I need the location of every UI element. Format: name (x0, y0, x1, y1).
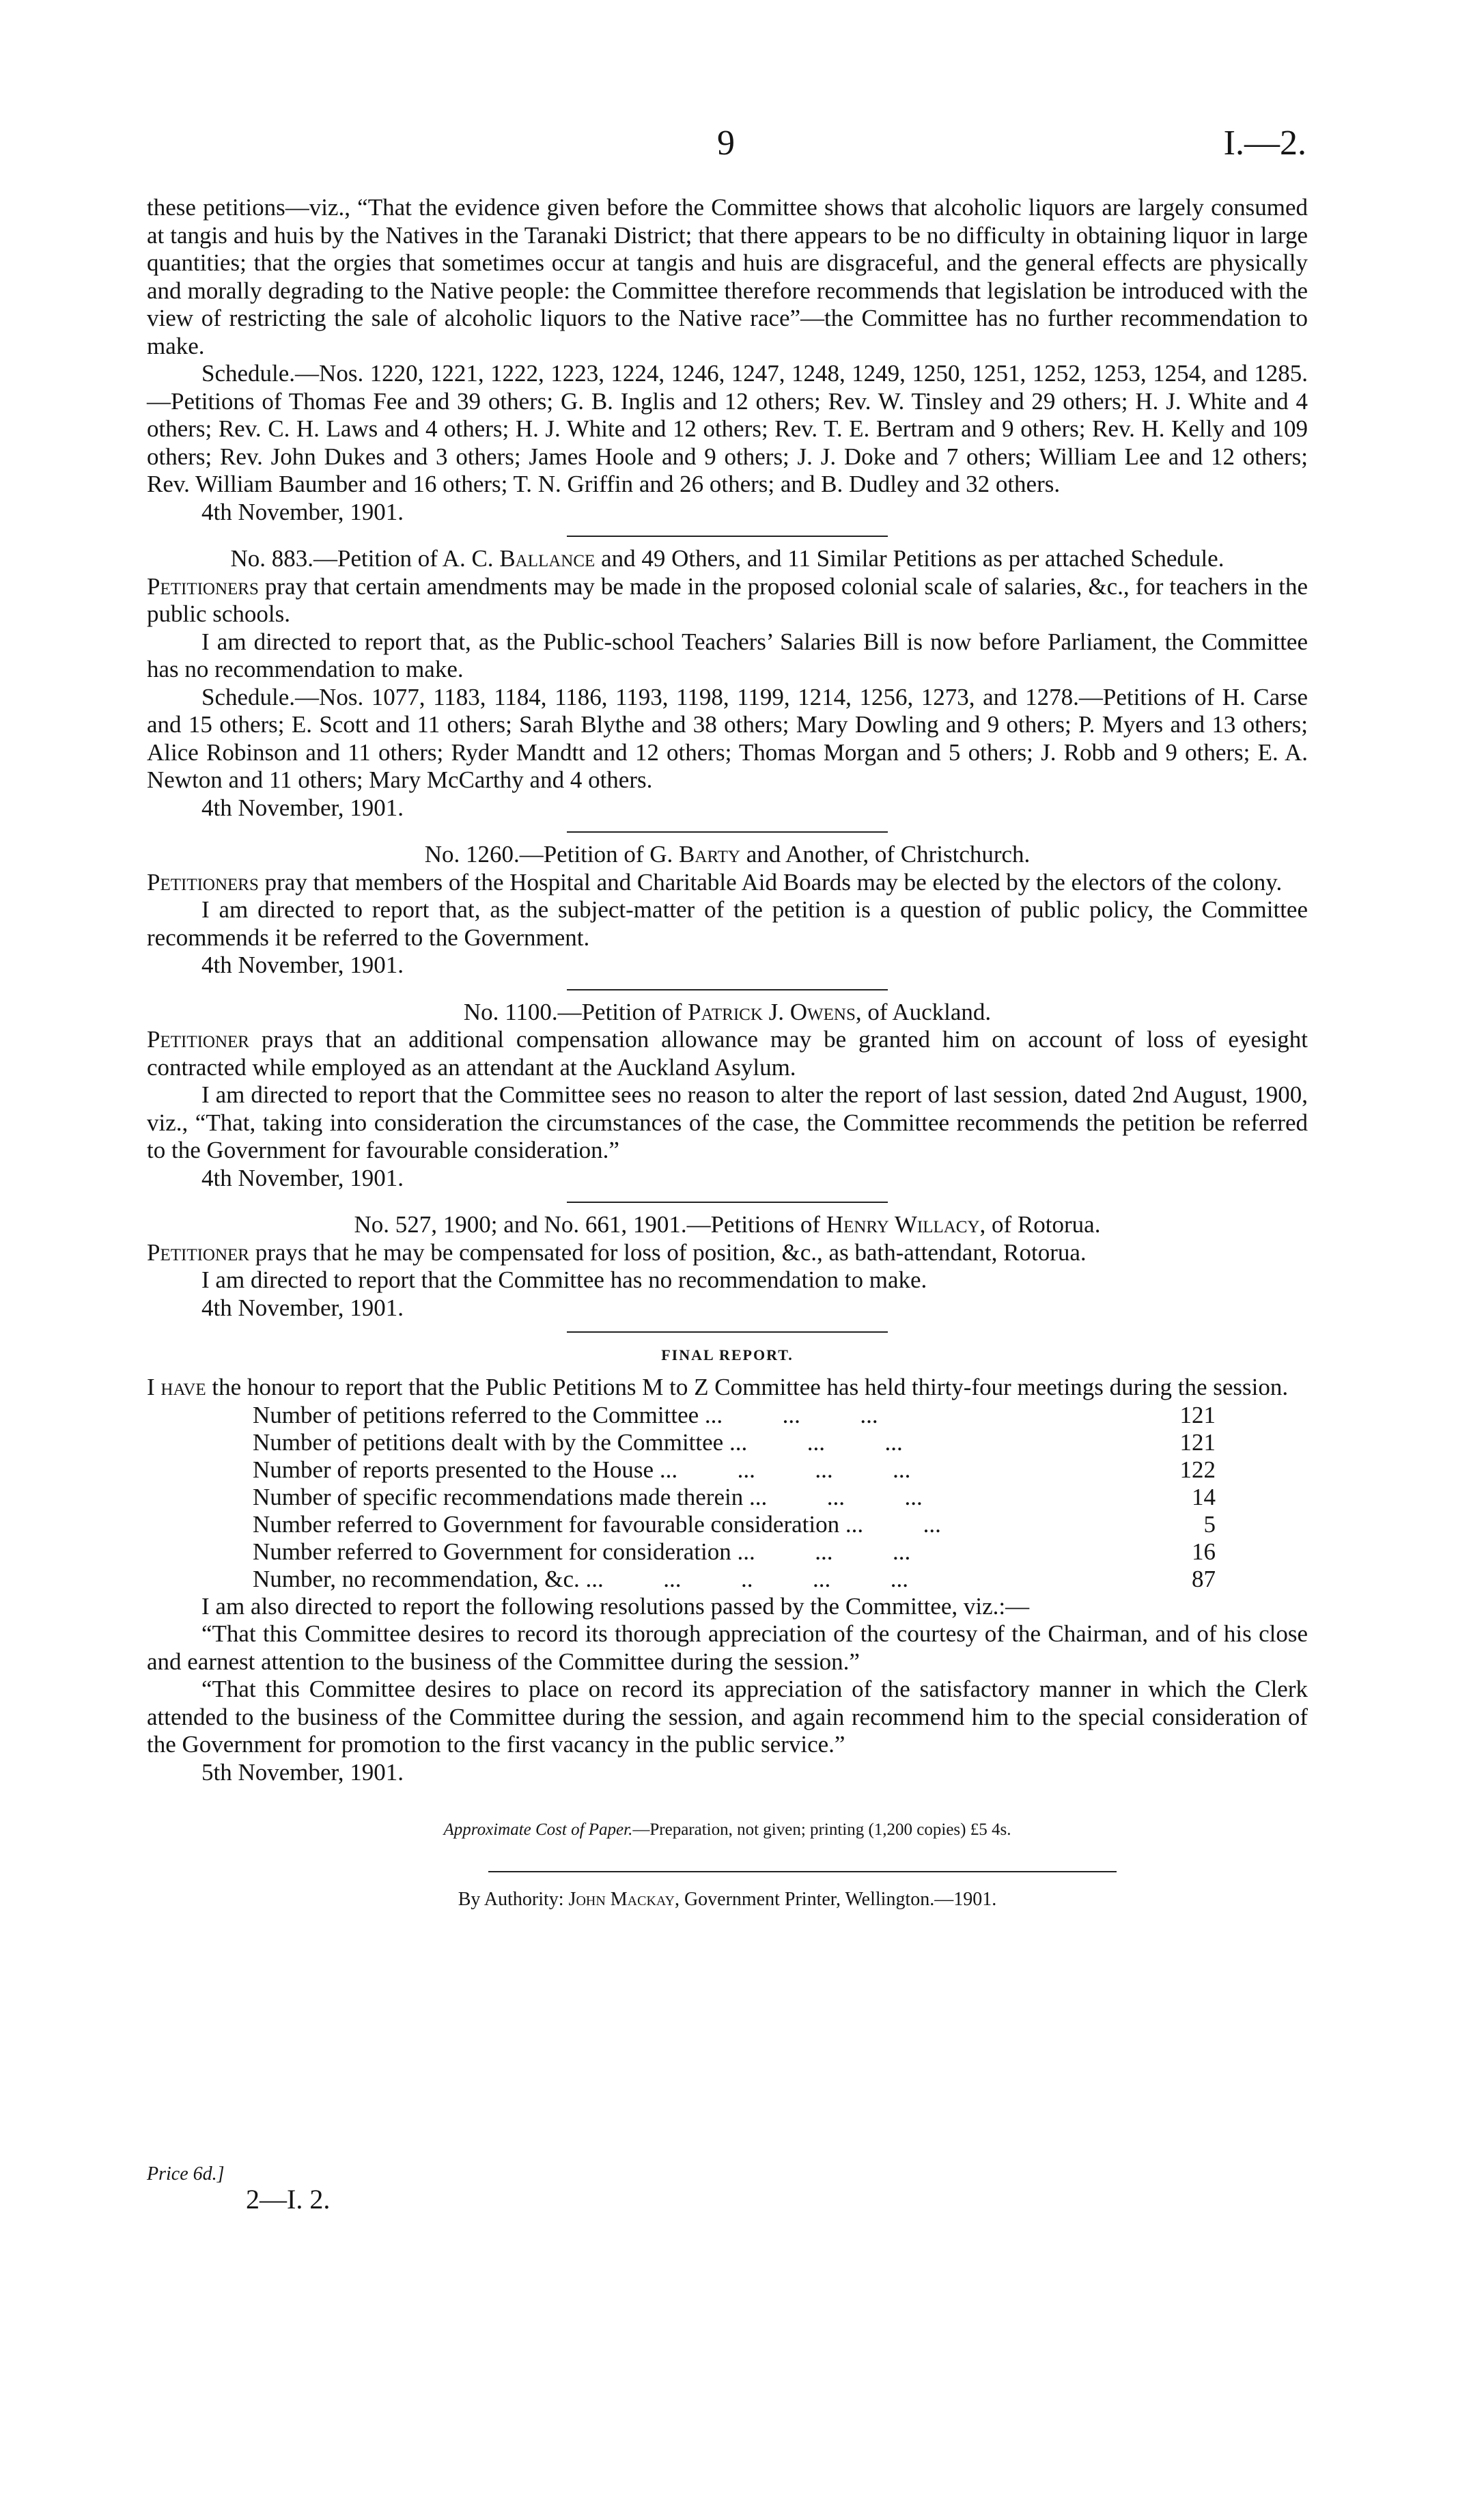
petitioner-name: Henry Willacy (826, 1211, 980, 1238)
divider (488, 1871, 1117, 1872)
stat-value: 5 (1203, 1510, 1216, 1538)
petition-date: 4th November, 1901. (201, 952, 404, 978)
table-row (253, 1402, 1216, 1429)
final-report-intro (147, 1374, 1308, 1402)
divider (567, 1202, 888, 1203)
stat-leader-dots: ... ... ... ... (659, 1456, 911, 1483)
petition-prayer (147, 1239, 1308, 1267)
cost-text: —Preparation, not given; printing (1,200 copies) £5 4s. (632, 1820, 1011, 1839)
petition-date: 4th November, 1901. (201, 1164, 404, 1191)
petition-title (147, 841, 1308, 869)
petitioner-name: Barty (679, 841, 740, 868)
petition-report: I am directed to report that, as the subject-matter of the petition is a question of public policy, the Committee recommends it be referred to the Government. (147, 896, 1308, 951)
stat-value: 121 (1179, 1401, 1216, 1428)
petition-527-661 (147, 1211, 1308, 1322)
petition-prayer (147, 869, 1308, 897)
stat-label: Number referred to Government for consideration (253, 1538, 731, 1565)
petition-report: I am directed to report that the Committee has no recommendation to make. (201, 1266, 927, 1293)
table-row (253, 1429, 1216, 1456)
petition-1100 (147, 999, 1308, 1193)
stat-leader-dots: ... ... ... (737, 1538, 911, 1565)
prayer-text: prays that an additional compensation allowance may be granted him on account of loss of eyesight contracted while employed as an attendant at the Auckland Asylum. (147, 1026, 1308, 1081)
divider (567, 536, 888, 537)
stat-label: Number of specific recommendations made therein (253, 1483, 744, 1510)
final-report-lead: I have (147, 1374, 206, 1400)
cost-label: Approximate Cost of Paper. (443, 1820, 633, 1839)
stat-value: 121 (1179, 1428, 1216, 1456)
stat-leader-dots: ... ... ... (704, 1401, 878, 1428)
divider (567, 1331, 888, 1333)
document-reference: I.—2. (1223, 124, 1306, 163)
petition-title (147, 1211, 1308, 1239)
prayer-lead: Petitioner (147, 1238, 249, 1266)
final-report-intro-text: the honour to report that the Public Petitions M to Z Committee has held thirty-four meetings during the session. (212, 1374, 1289, 1400)
petition-883 (147, 545, 1308, 822)
petition-prayer (147, 1026, 1308, 1081)
price-label: Price 6d.] (147, 2163, 225, 2185)
petition-title-suffix: and 49 Others, and 11 Similar Petitions as per attached Schedule. (601, 545, 1224, 572)
stat-label: Number, no recommendation, &c. (253, 1565, 580, 1592)
intro-paragraph: these petitions—viz., “That the evidence given before the Committee shows that alcoholic liquors are largely consumed at tangis and huis by the Natives in the Taranaki District; that there appears to be no difficulty in obtaining liquor in large quantities; that the orgies that sometimes occur at tangis and huis are disgraceful, and the general effects are physically and morally degrading to the Native people: the Committee therefore recommends that legislation be introduced with the view of restricting the sale of alcoholic liquors to the Native race”—the Committee has no further recommendation to make. (147, 194, 1308, 359)
petition-title-suffix: , of Auckland. (855, 998, 992, 1025)
stat-value: 16 (1192, 1538, 1216, 1565)
petition-1260 (147, 841, 1308, 980)
authority-prefix: By Authority: (458, 1889, 564, 1910)
stat-label: Number of reports presented to the House (253, 1456, 654, 1483)
petition-date: 4th November, 1901. (201, 794, 404, 821)
petition-title-suffix: , of Rotorua. (979, 1211, 1101, 1238)
resolutions-intro: I am also directed to report the following resolutions passed by the Committee, viz.:— (201, 1592, 1030, 1620)
table-row (253, 1511, 1216, 1538)
petitioner-name: Patrick J. Owens (688, 998, 856, 1025)
cost-of-paper (147, 1820, 1308, 1840)
table-row (253, 1538, 1216, 1566)
page-number: 9 (717, 124, 735, 163)
petition-prayer (147, 573, 1308, 628)
petition-date: 4th November, 1901. (201, 1294, 404, 1321)
divider (567, 831, 888, 833)
main-column (147, 194, 1308, 1911)
prayer-lead: Petitioners (147, 868, 259, 896)
prayer-text: prays that he may be compensated for loss of position, &c., as bath-attendant, Rotorua. (255, 1238, 1087, 1266)
stat-label: Number of petitions dealt with by the Committee (253, 1428, 724, 1456)
final-report-date: 5th November, 1901. (201, 1758, 404, 1786)
petition-title-prefix: No. 883.—Petition of A. C. (230, 545, 494, 572)
petition-title-prefix: No. 527, 1900; and No. 661, 1901.—Petitions of (354, 1211, 821, 1238)
intro-section (147, 194, 1308, 526)
petition-report: I am directed to report that, as the Public-school Teachers’ Salaries Bill is now before Parliament, the Committee has no recommendation to make. (147, 628, 1308, 682)
stat-leader-dots: ... ... .. ... ... (585, 1565, 908, 1592)
table-row (253, 1456, 1216, 1484)
intro-date: 4th November, 1901. (201, 498, 404, 525)
stat-label: Number of petitions referred to the Committee (253, 1401, 699, 1428)
petition-title-suffix: and Another, of Christchurch. (746, 841, 1031, 868)
petitioner-name: Ballance (499, 545, 596, 572)
resolution-2: “That this Committee desires to place on record its appreciation of the satisfactory manner in which the Clerk attended to the business of the Committee during the session, and again recommend him to the special consideration of the Government for promotion to the first vacancy in the public service.” (147, 1676, 1308, 1758)
stat-leader-dots: ... ... ... (729, 1428, 903, 1456)
stat-value: 122 (1179, 1456, 1216, 1483)
petition-title (147, 999, 1308, 1027)
prayer-lead: Petitioner (147, 1026, 249, 1053)
petition-title-prefix: No. 1100.—Petition of (463, 998, 682, 1025)
final-report (147, 1346, 1308, 1786)
final-report-title: FINAL REPORT. (661, 1346, 794, 1363)
divider (567, 989, 888, 990)
stat-label: Number referred to Government for favourable consideration (253, 1510, 840, 1538)
table-row (253, 1484, 1216, 1511)
statistics-table (253, 1402, 1216, 1593)
prayer-lead: Petitioners (147, 572, 259, 600)
intro-schedule: Schedule.—Nos. 1220, 1221, 1222, 1223, 1224, 1246, 1247, 1248, 1249, 1250, 1251, 1252, 1253, 1254, and 1285.—Petitions of Thomas Fee and 39 others; G. B. Inglis and 12 others; Rev. W. Tinsley and 29 others; H. J. White and 4 others; Rev. C. H. Laws and 4 others; H. J. White and 12 others; Rev. T. E. Bertram and 9 others; Rev. H. Kelly and 109 others; Rev. John Dukes and 3 others; James Hoole and 9 others; J. J. Doke and 7 others; William Lee and 12 others; Rev. William Baumber and 16 others; T. N. Griffin and 26 others; and B. Dudley and 32 others. (147, 360, 1308, 497)
stat-leader-dots: ... ... ... (748, 1483, 923, 1510)
printer-name: John Mackay (568, 1889, 675, 1910)
stat-value: 14 (1192, 1483, 1216, 1510)
stat-leader-dots: ... ... (845, 1510, 941, 1538)
petition-report: I am directed to report that the Committee sees no reason to alter the report of last session, dated 2nd August, 1900, viz., “That, taking into consideration the circumstances of the case, the Committee recommends the petition be referred to the Government for favourable consideration.” (147, 1081, 1308, 1163)
table-row (253, 1566, 1216, 1593)
stat-value: 87 (1192, 1565, 1216, 1592)
petition-title (147, 545, 1308, 573)
resolution-1: “That this Committee desires to record its thorough appreciation of the courtesy of the Chairman, and of his close and earnest attention to the business of the Committee during the session.” (147, 1620, 1308, 1675)
series-number: 2—I. 2. (246, 2184, 331, 2215)
printer-authority (147, 1889, 1308, 1911)
prayer-text: pray that members of the Hospital and Charitable Aid Boards may be elected by the electors of the colony. (264, 868, 1283, 896)
petition-title-prefix: No. 1260.—Petition of G. (424, 841, 673, 868)
petition-schedule: Schedule.—Nos. 1077, 1183, 1184, 1186, 1193, 1198, 1199, 1214, 1256, 1273, and 1278.—Petitions of H. Carse and 15 others; E. Scott and 11 others; Sarah Blythe and 38 others; Mary Dowling and 9 others; P. Myers and 13 others; Alice Robinson and 11 others; Ryder Mandtt and 12 others; Thomas Morgan and 5 others; J. Robb and 9 others; E. A. Newton and 11 others; Mary McCarthy and 4 others. (147, 683, 1308, 793)
authority-suffix: , Government Printer, Wellington.—1901. (674, 1889, 997, 1910)
prayer-text: pray that certain amendments may be made in the proposed colonial scale of salaries, &c., for teachers in the public schools. (147, 572, 1308, 627)
